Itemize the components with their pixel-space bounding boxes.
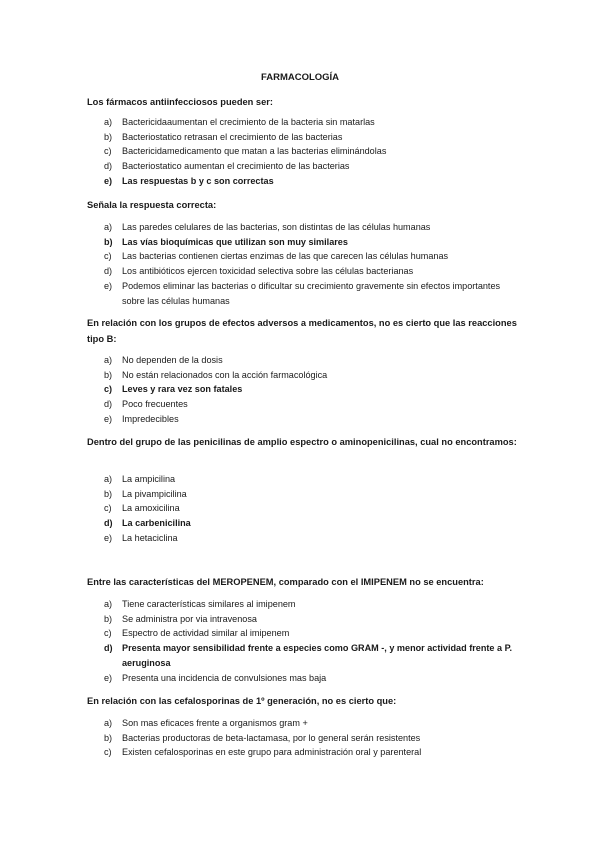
option-a: a) Son mas eficaces frente a organismos gram + [104,718,308,728]
option-e: e) Las respuestas b y c son correctas [104,175,274,186]
option-a: a) Bactericidaaumentan el crecimiento de la bacteria sin matarlas [104,117,375,127]
option-e: e) La hetaciclina [104,532,178,543]
option-d: d) Los antibióticos ejercen toxicidad selectiva sobre las células bacterianas [104,266,414,277]
option-b: b) Se administra por via intravenosa [104,613,257,624]
option-d: d) Bacteriostatico aumentan el crecimiento de las bacterias [104,161,350,172]
option-b: b) No están relacionados con la acción farmacológica [104,369,328,380]
option-c: c) Las bacterias contienen ciertas enzimas de las que carecen las células humanas [104,251,449,262]
option-e: e) Podemos eliminar las bacterias o dificultar su crecimiento gravemente sin efectos importantes sobre las células humanas [104,280,501,306]
question-3-options [104,353,524,427]
question-4-options [104,472,524,546]
option-a: a) Las paredes celulares de las bacterias, son distintas de las células humanas [104,222,431,232]
question-1: Los fármacos antiinfecciosos pueden ser: [87,97,273,107]
option-c: c) Existen cefalosporinas en este grupo para administración oral y parenteral [104,747,422,758]
option-c: c) Espectro de actividad similar al imipenem [104,628,290,639]
option-a: a) La ampicilina [104,474,176,484]
question-6-options [104,716,524,760]
option-d: d) Poco frecuentes [104,399,188,410]
question-6: En relación con las cefalosporinas de 1º generación, no es cierto que: [87,696,397,706]
option-b: b) Bacterias productoras de beta-lactamasa, por lo general serán resistentes [104,732,421,743]
question-3: En relación con los grupos de efectos adversos a medicamentos, no es cierto que las reacciones tipo B: [87,318,517,344]
question-5: Entre las características del MEROPENEM, comparado con el IMIPENEM no se encuentra: [87,577,484,587]
question-1-options [104,115,524,189]
question-4: Dentro del grupo de las penicilinas de amplio espectro o aminopenicilinas, cual no encontramos: [87,437,517,447]
question-2: Señala la respuesta correcta: [87,200,217,210]
option-a: a) No dependen de la dosis [104,355,223,365]
option-b: b) Bacteriostatico retrasan el crecimiento de las bacterias [104,131,343,142]
option-b: b) Las vías bioquímicas que utilizan son muy similares [104,236,348,247]
option-a: a) Tiene características similares al imipenem [104,599,296,609]
option-d: d) Presenta mayor sensibilidad frente a especies como GRAM -, y menor actividad frente a P. aeruginosa [104,643,512,668]
option-d: d) La carbenicilina [104,518,191,529]
option-b: b) La pivampicilina [104,488,187,499]
option-c: c) La amoxicilina [104,503,180,514]
option-c: c) Leves y rara vez son fatales [104,384,243,395]
document-title: FARMACOLOGÍA [260,72,340,83]
option-e: e) Presenta una incidencia de convulsiones mas baja [104,672,327,683]
option-c: c) Bactericidamedicamento que matan a las bacterias eliminándolas [104,146,387,157]
question-2-options [104,220,524,308]
question-5-options [104,597,524,685]
option-e: e) Impredecibles [104,413,179,424]
